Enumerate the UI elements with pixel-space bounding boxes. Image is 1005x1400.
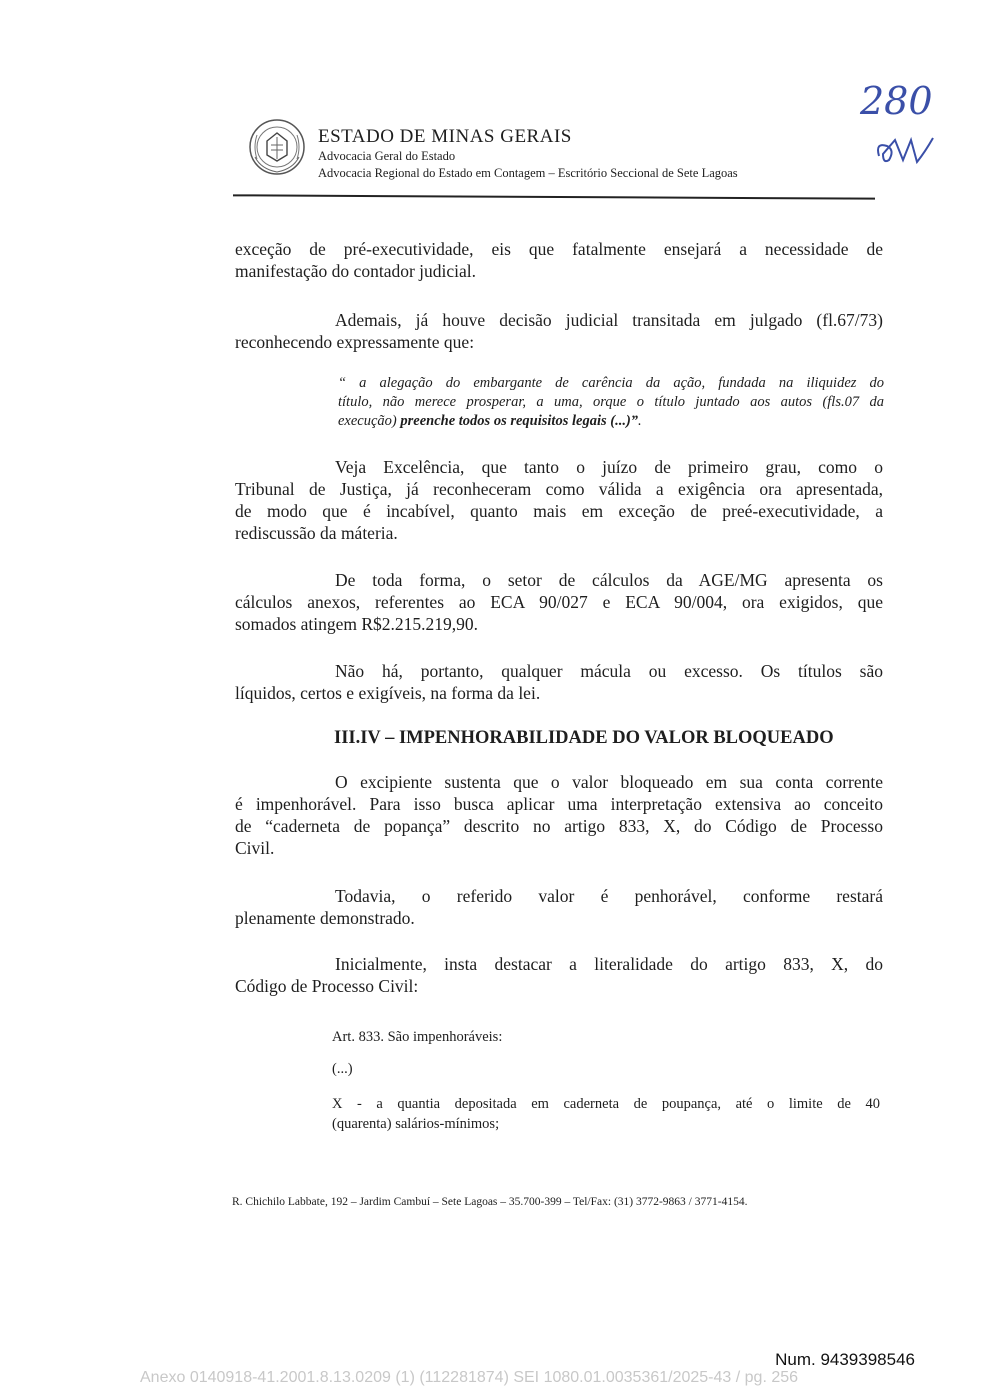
text-line: Veja Excelência, que tanto o juízo de primeiro grau, como o	[335, 457, 883, 477]
paragraph-titulos-liquidos	[235, 660, 883, 704]
quote-emphasis: preenche todos os requisitos legais (...)”	[400, 413, 639, 429]
text-line: Inicialmente, insta destacar a literalidade do artigo 833, X, do	[335, 954, 883, 974]
state-title: ESTADO DE MINAS GERAIS	[318, 126, 572, 147]
text-line: exceção de pré-executividade, eis que fatalmente ensejará a necessidade de	[235, 239, 883, 259]
header-divider	[233, 194, 875, 199]
text-line: Código de Processo Civil:	[235, 976, 419, 996]
text-line: reconhecendo expressamente que:	[235, 332, 475, 352]
text-line: de modo que é incabível, quanto mais em exceção de preé-executividade, a	[235, 501, 883, 521]
document-number: Num. 9439398546	[775, 1350, 915, 1369]
handwritten-page-number	[858, 78, 944, 122]
paragraph-pre-executividade	[235, 238, 883, 282]
text-line: cálculos anexos, referentes ao ECA 90/027 e ECA 90/004, ora exigidos, que	[235, 592, 883, 612]
text-line: manifestação do contador judicial.	[235, 261, 477, 281]
paragraph-calculos	[235, 569, 883, 635]
text-line: Ademais, já houve decisão judicial transitada em julgado (fl.67/73)	[335, 310, 883, 330]
section-heading: III.IV – IMPENHORABILIDADE DO VALOR BLOQUEADO	[334, 728, 834, 748]
text-line: Todavia, o referido valor é penhorável, conforme restará	[335, 886, 883, 906]
text-line: O excipiente sustenta que o valor bloqueado em sua conta corrente	[335, 772, 883, 792]
handwritten-initials-signature	[873, 132, 941, 168]
quote-text: .	[638, 413, 642, 429]
citation-ellipsis: (...)	[332, 1061, 353, 1077]
text-line: plenamente demonstrado.	[235, 908, 415, 928]
text-line: Civil.	[235, 838, 275, 858]
text-line: rediscussão da máteria.	[235, 523, 398, 543]
paragraph-inicialmente	[235, 953, 883, 997]
text-line: líquidos, certos e exigíveis, na forma da lei.	[235, 683, 541, 703]
quote-text: execução)	[338, 413, 401, 429]
citation-line: X - a quantia depositada em caderneta de poupança, até o limite de 40	[332, 1096, 880, 1112]
annex-stamp: Anexo 0140918-41.2001.8.13.0209 (1) (112281874) SEI 1080.01.0035361/2025-43 / pg. 256	[140, 1369, 799, 1386]
block-quote-decision	[338, 374, 884, 431]
state-coat-of-arms-seal	[247, 117, 307, 177]
citation-item-x	[332, 1094, 880, 1134]
footer-address: R. Chichilo Labbate, 192 – Jardim Cambuí – Sete Lagoas – 35.700-399 – Tel/Fax: (31) 3772-9863 / 3771-4154.	[232, 1196, 748, 1208]
quote-line: “ a alegação do embargante de carência da ação, fundada na iliquidez do	[338, 375, 884, 391]
svg-text:280: 280	[860, 79, 933, 122]
quote-line: título, não merece prosperar, a uma, orque o título juntado aos autos (fls.07 da	[338, 394, 884, 410]
citation-line: (quarenta) salários-mínimos;	[332, 1116, 500, 1132]
paragraph-todavia	[235, 885, 883, 929]
paragraph-excipiente	[235, 771, 883, 859]
office-name: Advocacia Regional do Estado em Contagem – Escritório Seccional de Sete Lagoas	[318, 166, 738, 180]
paragraph-decisao-judicial	[235, 309, 883, 353]
quote-line	[338, 412, 884, 431]
text-line: Não há, portanto, qualquer mácula ou excesso. Os títulos são	[335, 661, 883, 681]
text-line: De toda forma, o setor de cálculos da AGE/MG apresenta os	[335, 570, 883, 590]
text-line: de “caderneta de popança” descrito no artigo 833, X, do Código de Processo	[235, 816, 883, 836]
citation-article-833: Art. 833. São impenhoráveis:	[332, 1029, 503, 1045]
text-line: Tribunal de Justiça, já reconheceram como válida a exigência ora apresentada,	[235, 479, 883, 499]
text-line: somados atingem R$2.215.219,90.	[235, 614, 479, 634]
text-line: é impenhorável. Para isso busca aplicar uma interpretação extensiva ao conceito	[235, 794, 883, 814]
paragraph-veja-excelencia	[235, 456, 883, 544]
agency-name: Advocacia Geral do Estado	[318, 149, 456, 163]
